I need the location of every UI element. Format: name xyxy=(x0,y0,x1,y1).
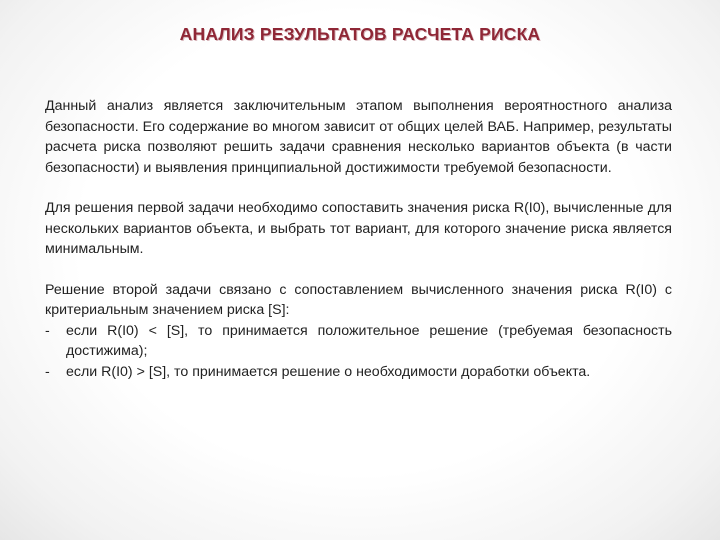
list-item xyxy=(45,362,672,383)
bullet-marker: - xyxy=(45,322,50,339)
paragraph-second-task xyxy=(45,280,672,383)
bullet-text: если R(I0) < [S], то принимается положительное решение (требуемая безопасность достижима); xyxy=(66,322,672,359)
slide-title: АНАЛИЗ РЕЗУЛЬТАТОВ РАСЧЕТА РИСКА xyxy=(179,24,541,44)
list-item xyxy=(45,321,672,362)
paragraph-second-task-intro: Решение второй задачи связано с сопоставлением вычисленного значения риска R(I0) с критериальным значением риска [S]: xyxy=(45,281,672,318)
bullet-marker: - xyxy=(45,363,50,380)
paragraph-first-task: Для решения первой задачи необходимо сопоставить значения риска R(I0), вычисленные для нескольких вариантов объекта, и выбрать тот вариант, для которого значение риска является минимальным. xyxy=(45,200,672,257)
bullet-text: если R(I0) > [S], то принимается решение о необходимости доработки объекта. xyxy=(66,363,591,380)
paragraph-intro: Данный анализ является заключительным этапом выполнения вероятностного анализа безопасности. Его содержание во многом зависит от общих целей ВАБ. Например, результаты расчета риска позволяют решить задачи сравнения несколько вариантов объекта (в части безопасности) и выявления принципиальной достижимости требуемой безопасности. xyxy=(45,98,672,176)
slide-body xyxy=(45,96,672,382)
